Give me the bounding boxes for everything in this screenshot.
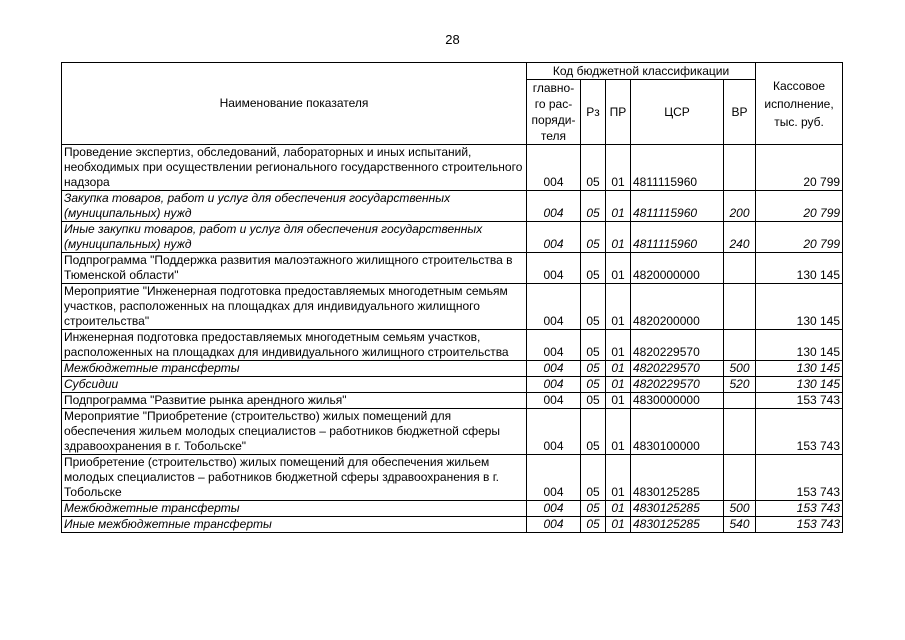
table-row (62, 253, 843, 284)
cell-name: Мероприятие "Приобретение (строительство) жилых помещений для обеспечения жильем молодых специалистов – работников бюджетной сферы здравоохранения в г. Тобольске" (62, 409, 527, 455)
cell-glavn: 004 (527, 330, 581, 361)
cell-rz: 05 (581, 191, 606, 222)
cell-glavn: 004 (527, 284, 581, 330)
cell-glavn: 004 (527, 501, 581, 517)
cell-glavn: 004 (527, 191, 581, 222)
cell-vr: 500 (724, 361, 756, 377)
cell-rz: 05 (581, 409, 606, 455)
table-row (62, 393, 843, 409)
cell-name: Подпрограмма "Поддержка развития малоэтажного жилищного строительства в Тюменской области" (62, 253, 527, 284)
cell-glavn: 004 (527, 393, 581, 409)
cell-name: Межбюджетные трансферты (62, 501, 527, 517)
cell-pr: 01 (606, 517, 631, 533)
cell-amount: 153 743 (756, 501, 843, 517)
cell-vr (724, 393, 756, 409)
table-row (62, 409, 843, 455)
cell-name: Подпрограмма "Развитие рынка арендного жилья" (62, 393, 527, 409)
cell-name: Мероприятие "Инженерная подготовка предоставляемых многодетным семьям участков, расположенных на площадках для индивидуального жилищного строительства" (62, 284, 527, 330)
cell-name: Проведение экспертиз, обследований, лабораторных и иных испытаний, необходимых при осуществлении регионального государственного строительного надзора (62, 145, 527, 191)
cell-csr: 4830125285 (631, 517, 724, 533)
cell-csr: 4830125285 (631, 501, 724, 517)
cell-rz: 05 (581, 501, 606, 517)
cell-csr: 4811115960 (631, 191, 724, 222)
cell-amount: 153 743 (756, 455, 843, 501)
cell-pr: 01 (606, 409, 631, 455)
cell-glavn: 004 (527, 409, 581, 455)
cell-amount: 153 743 (756, 517, 843, 533)
cell-pr: 01 (606, 191, 631, 222)
cell-csr: 4830125285 (631, 455, 724, 501)
cell-glavn: 004 (527, 361, 581, 377)
cell-name: Приобретение (строительство) жилых помещений для обеспечения жильем молодых специалистов – работников бюджетной сферы здравоохранения в г. Тобольске (62, 455, 527, 501)
table-body (62, 145, 843, 533)
cell-name: Иные закупки товаров, работ и услуг для обеспечения государственных (муниципальных) нужд (62, 222, 527, 253)
cell-amount: 20 799 (756, 145, 843, 191)
cell-vr: 200 (724, 191, 756, 222)
cell-name: Закупка товаров, работ и услуг для обеспечения государственных (муниципальных) нужд (62, 191, 527, 222)
cell-name: Инженерная подготовка предоставляемых многодетным семьям участков, расположенных на площадках для индивидуального жилищного строительства (62, 330, 527, 361)
table-row (62, 361, 843, 377)
header-csr: ЦСР (631, 80, 724, 145)
cell-pr: 01 (606, 393, 631, 409)
cell-vr (724, 253, 756, 284)
cell-csr: 4811115960 (631, 222, 724, 253)
header-amount: Кассовое исполнение, тыс. руб. (756, 63, 843, 145)
cell-csr: 4811115960 (631, 145, 724, 191)
cell-rz: 05 (581, 377, 606, 393)
table-row (62, 284, 843, 330)
cell-pr: 01 (606, 222, 631, 253)
cell-pr: 01 (606, 330, 631, 361)
cell-pr: 01 (606, 253, 631, 284)
cell-rz: 05 (581, 393, 606, 409)
cell-amount: 130 145 (756, 361, 843, 377)
cell-pr: 01 (606, 284, 631, 330)
table-row (62, 517, 843, 533)
cell-amount: 153 743 (756, 409, 843, 455)
header-pr: ПР (606, 80, 631, 145)
cell-glavn: 004 (527, 377, 581, 393)
table-row (62, 377, 843, 393)
cell-amount: 130 145 (756, 330, 843, 361)
cell-vr: 500 (724, 501, 756, 517)
cell-vr: 540 (724, 517, 756, 533)
cell-csr: 4820229570 (631, 377, 724, 393)
cell-csr: 4820200000 (631, 284, 724, 330)
cell-glavn: 004 (527, 517, 581, 533)
page-number: 28 (445, 32, 460, 47)
cell-rz: 05 (581, 455, 606, 501)
cell-rz: 05 (581, 330, 606, 361)
cell-pr: 01 (606, 361, 631, 377)
cell-vr (724, 455, 756, 501)
cell-pr: 01 (606, 501, 631, 517)
cell-name: Субсидии (62, 377, 527, 393)
cell-vr (724, 284, 756, 330)
header-name: Наименование показателя (62, 63, 527, 145)
cell-amount: 153 743 (756, 393, 843, 409)
header-code-group: Код бюджетной классификации (527, 63, 756, 80)
budget-table (61, 62, 843, 533)
cell-glavn: 004 (527, 145, 581, 191)
cell-rz: 05 (581, 361, 606, 377)
cell-csr: 4820229570 (631, 330, 724, 361)
table-row (62, 222, 843, 253)
cell-csr: 4830000000 (631, 393, 724, 409)
cell-vr: 240 (724, 222, 756, 253)
cell-pr: 01 (606, 145, 631, 191)
cell-rz: 05 (581, 145, 606, 191)
cell-amount: 130 145 (756, 253, 843, 284)
table-row (62, 145, 843, 191)
cell-amount: 20 799 (756, 191, 843, 222)
header-vr: ВР (724, 80, 756, 145)
cell-vr (724, 409, 756, 455)
cell-csr: 4830100000 (631, 409, 724, 455)
table-row (62, 191, 843, 222)
cell-name: Иные межбюджетные трансферты (62, 517, 527, 533)
cell-rz: 05 (581, 517, 606, 533)
table-row (62, 455, 843, 501)
cell-amount: 130 145 (756, 377, 843, 393)
cell-glavn: 004 (527, 222, 581, 253)
cell-vr (724, 145, 756, 191)
cell-vr: 520 (724, 377, 756, 393)
header-glavn: главно-го рас-поряди-теля (527, 80, 581, 145)
cell-name: Межбюджетные трансферты (62, 361, 527, 377)
cell-csr: 4820000000 (631, 253, 724, 284)
cell-glavn: 004 (527, 253, 581, 284)
header-rz: Рз (581, 80, 606, 145)
cell-glavn: 004 (527, 455, 581, 501)
cell-csr: 4820229570 (631, 361, 724, 377)
cell-amount: 130 145 (756, 284, 843, 330)
cell-pr: 01 (606, 455, 631, 501)
cell-rz: 05 (581, 253, 606, 284)
cell-pr: 01 (606, 377, 631, 393)
cell-rz: 05 (581, 284, 606, 330)
table-row (62, 501, 843, 517)
cell-vr (724, 330, 756, 361)
cell-rz: 05 (581, 222, 606, 253)
table-row (62, 330, 843, 361)
cell-amount: 20 799 (756, 222, 843, 253)
